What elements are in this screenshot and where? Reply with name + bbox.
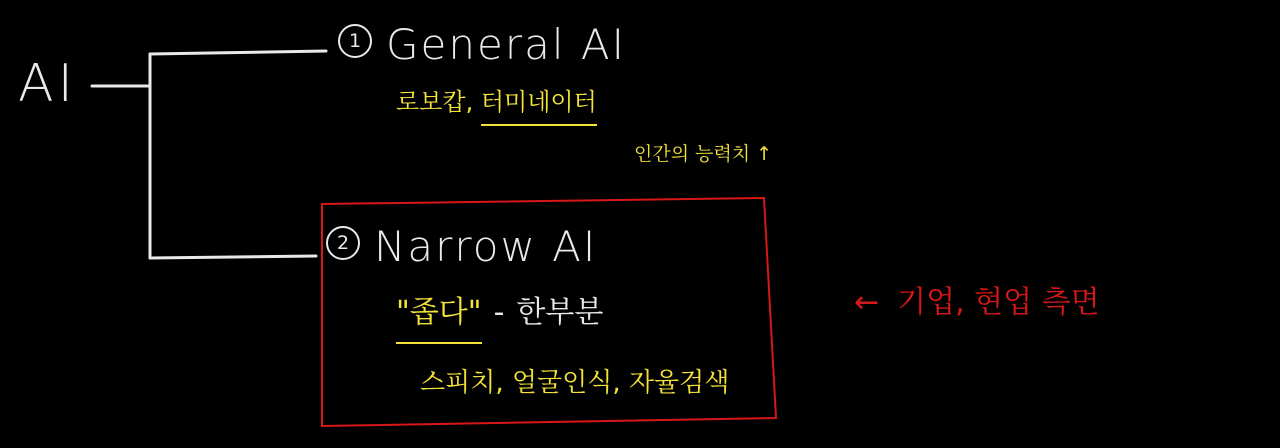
narrow-ai-examples: 스피치, 얼굴인식, 자율검색 xyxy=(420,368,730,398)
root-label: AI xyxy=(18,54,77,114)
narrow-meaning: 한부분 xyxy=(516,295,604,330)
human-ability-note: 인간의 능력치 ↑ xyxy=(634,143,773,165)
number-2-icon: 2 xyxy=(326,226,360,260)
general-ai-examples xyxy=(396,90,597,126)
general-ai-heading xyxy=(338,20,626,69)
general-ai-title: General AI xyxy=(386,20,626,69)
business-perspective-text: 기업, 현업 측면 xyxy=(897,285,1100,320)
number-1-icon: 1 xyxy=(338,24,372,58)
example-robocop: 로보캅 xyxy=(396,88,466,116)
example-terminator: 터미네이터 xyxy=(481,90,597,126)
narrow-branch-line xyxy=(150,256,316,258)
example-separator: , xyxy=(465,88,474,116)
left-arrow-icon: ← xyxy=(854,285,880,320)
definition-dash: - xyxy=(493,295,505,330)
narrow-ai-heading xyxy=(326,222,598,271)
narrow-ai-definition xyxy=(396,295,604,344)
business-perspective-note xyxy=(854,285,1100,320)
narrow-quoted-word: "좁다" xyxy=(396,298,482,344)
narrow-ai-title: Narrow AI xyxy=(374,222,598,271)
general-branch-line xyxy=(150,51,326,54)
